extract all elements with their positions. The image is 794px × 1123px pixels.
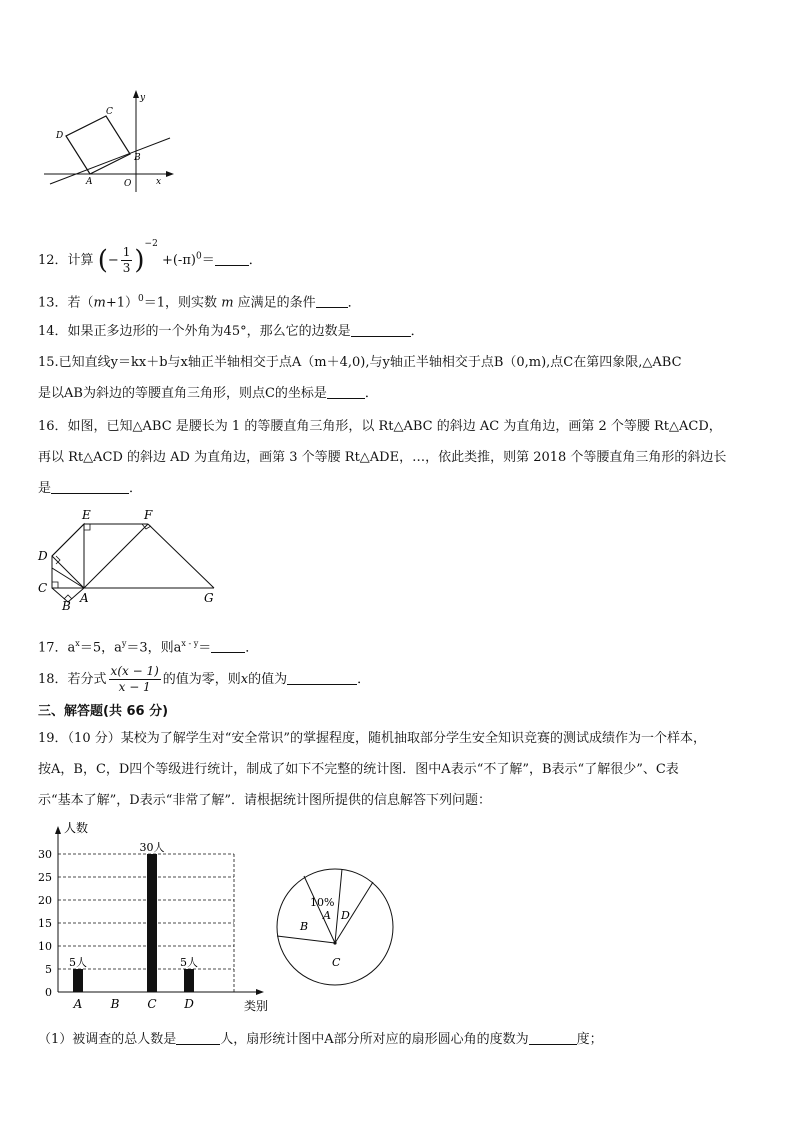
q18-fraction	[109, 664, 161, 695]
question-16-line-1: 16．如图，已知△ABC 是腰长为 1 的等腰直角三角形，以 Rt△ABC 的斜边 AC 为直角边，画第 2 个等腰 Rt△ACD，	[38, 419, 722, 434]
q12-fraction	[121, 245, 133, 276]
q19-sub1-text-c: 度；	[576, 1032, 603, 1047]
fig16-label-d: D	[38, 549, 48, 563]
q17-text-a: 17．a	[38, 640, 76, 656]
q19-sub1-text-b: 人，扇形统计图中A部分所对应的扇形圆心角的度数为	[220, 1032, 529, 1047]
q12-answer-blank[interactable]	[215, 253, 249, 266]
pie-label-d: D	[341, 909, 350, 922]
question-18	[38, 664, 370, 695]
x-axis-arrow	[256, 989, 264, 995]
bar-C	[147, 854, 157, 992]
fig16-label-e: E	[82, 508, 91, 522]
q13-end: ．	[347, 295, 361, 311]
figure-q16-isosceles-triangles	[34, 506, 230, 610]
q18-text-b: 的值为零，则	[162, 672, 241, 687]
q12-end: ．	[248, 253, 262, 268]
y-axis-label: 人数	[64, 821, 89, 835]
bar-chart	[30, 818, 280, 1014]
q17-sup-y: y	[121, 639, 127, 648]
fig11-label-a: A	[86, 177, 93, 187]
q17-sup-x: x	[75, 639, 80, 648]
q18-frac-den: x − 1	[118, 680, 151, 694]
fig11-label-x: x	[156, 177, 162, 187]
question-12: 12．计算 (− $\frac{1}{3}$ )$^{-2} +(-\pi)^0=$ ．	[38, 239, 262, 276]
q12-minus: −	[107, 253, 119, 268]
x-tick-label: A	[73, 997, 83, 1011]
q13-answer-blank[interactable]	[316, 295, 348, 308]
pie-center-dot	[333, 941, 336, 944]
q13-text-a: 13．若（	[38, 295, 94, 311]
pie-chart	[270, 862, 400, 992]
bar-A	[73, 969, 83, 992]
question-15-line-2	[38, 386, 378, 402]
q17-text-b: ＝5，a	[79, 640, 122, 656]
q14-answer-blank[interactable]	[351, 324, 411, 337]
q19-sub1-text-a: （1）被调查的总人数是	[38, 1032, 177, 1047]
q19-sub1-blank-angle[interactable]	[529, 1032, 577, 1045]
y-tick-label: 20	[38, 894, 52, 907]
q12-exp2: 0	[195, 251, 202, 262]
question-19-line-2: 按A，B，C，D四个等级进行统计，制成了如下不完整的统计图．图中A表示“不了解”，B表示“了解很少”、C表	[38, 762, 679, 777]
q12-frac-num: 1	[122, 245, 131, 259]
pie-label-b: B	[300, 920, 309, 933]
q13-text-b: +1）	[105, 295, 139, 311]
q14-text: 14．如果正多边形的一个外角为45°，那么它的边数是	[38, 324, 351, 339]
q18-text-a: 18．若分式	[38, 672, 107, 687]
question-15-line-1: 15.已知直线y＝kx＋b与x轴正半轴相交于点A（m＋4,0),与y轴正半轴相交于点B（0,m),点C在第四象限,△ABC	[38, 355, 682, 370]
q12-exp1: −2	[144, 239, 158, 249]
fig11-label-o: O	[124, 179, 132, 189]
question-13	[38, 291, 361, 311]
q18-frac-num: x(x − 1)	[110, 664, 159, 678]
q12-middle: +(-π)	[161, 253, 196, 268]
q18-end: ．	[357, 672, 371, 687]
q16-answer-blank[interactable]	[51, 481, 129, 494]
pie-label-a: A	[323, 909, 331, 922]
y-tick-label: 10	[38, 940, 52, 953]
fig16-label-b: B	[62, 599, 71, 610]
fig11-label-d: D	[56, 131, 64, 141]
q17-text-c: ＝3，则a	[126, 640, 182, 656]
q17-answer-blank[interactable]	[211, 640, 245, 653]
question-19-sub-1	[38, 1032, 603, 1048]
pie-boundary-b	[277, 936, 335, 943]
q12-frac-den: 3	[122, 261, 131, 275]
q15-end: ．	[364, 386, 378, 401]
bar-label-C: 30人	[139, 841, 165, 854]
x-tick-label: D	[184, 997, 194, 1011]
q15-answer-blank[interactable]	[327, 386, 365, 399]
q13-var-m: m	[93, 295, 106, 311]
question-19-line-1: 19．（10 分）某校为了解学生对“安全常识”的掌握程度，随机抽取部分学生安全知识竞赛的测试成绩作为一个样本，	[38, 731, 707, 746]
q17-text-d: ＝	[198, 640, 212, 656]
fig16-label-g: G	[204, 591, 214, 605]
x-tick-label: B	[110, 997, 120, 1011]
question-14	[38, 324, 424, 340]
fig16-label-a: A	[80, 591, 89, 605]
question-16-line-2: 再以 Rt△ACD 的斜边 AD 为直角边，画第 3 个等腰 Rt△ADE，…，依此类推，则第 2018 个等腰直角三角形的斜边长	[38, 450, 727, 465]
q17-end: ．	[245, 640, 259, 656]
q13-text-d: 应满足的条件	[233, 295, 316, 311]
y-tick-label: 5	[45, 963, 52, 976]
section-3-title: 三、解答题(共 66 分)	[38, 704, 169, 719]
y-tick-label: 25	[38, 871, 52, 884]
x-tick-label: C	[147, 997, 157, 1011]
q12-number: 12．计算	[38, 253, 94, 268]
pie-label-c: C	[332, 956, 341, 969]
q12-eq: ＝	[201, 253, 215, 268]
q13-text-c: ＝1，则实数	[143, 295, 222, 311]
y-tick-label: 0	[45, 986, 52, 999]
question-19-line-3: 示“基本了解”，D表示“非常了解”．请根据统计图所提供的信息解答下列问题：	[38, 793, 492, 808]
question-16-line-3	[38, 481, 142, 497]
q18-var-x: x	[240, 672, 249, 687]
q16-line3-text: 是	[38, 481, 52, 496]
fig11-label-b: B	[134, 153, 141, 163]
bar-label-D: 5人	[180, 956, 198, 969]
figure-q11-coordinate-square	[38, 88, 188, 198]
y-tick-label: 30	[38, 848, 52, 861]
q13-exp: 0	[138, 294, 144, 304]
q17-sup-xy: x - y	[181, 639, 199, 648]
y-tick-label: 15	[38, 917, 52, 930]
q15-line2-text: 是以AB为斜边的等腰直角三角形，则点C的坐标是	[38, 386, 327, 401]
q19-sub1-blank-total[interactable]	[176, 1032, 220, 1045]
pie-label-10pct: 10%	[310, 896, 335, 909]
bar-label-A: 5人	[69, 956, 87, 969]
q18-text-c: 的值为	[248, 672, 288, 687]
fig16-label-c: C	[38, 581, 48, 595]
fig11-label-y: y	[140, 93, 146, 103]
x-axis-label: 类别	[244, 999, 269, 1013]
fig16-label-f: F	[144, 508, 153, 522]
q16-end: ．	[129, 481, 143, 496]
q18-answer-blank[interactable]	[287, 672, 357, 685]
q14-end: ．	[410, 324, 424, 339]
question-17	[38, 636, 258, 656]
y-axis-arrow	[55, 826, 61, 834]
pie-boundary-a-right	[335, 869, 342, 943]
bar-D	[184, 969, 194, 992]
fig11-label-c: C	[106, 107, 113, 117]
q13-var-m2: m	[221, 295, 234, 311]
